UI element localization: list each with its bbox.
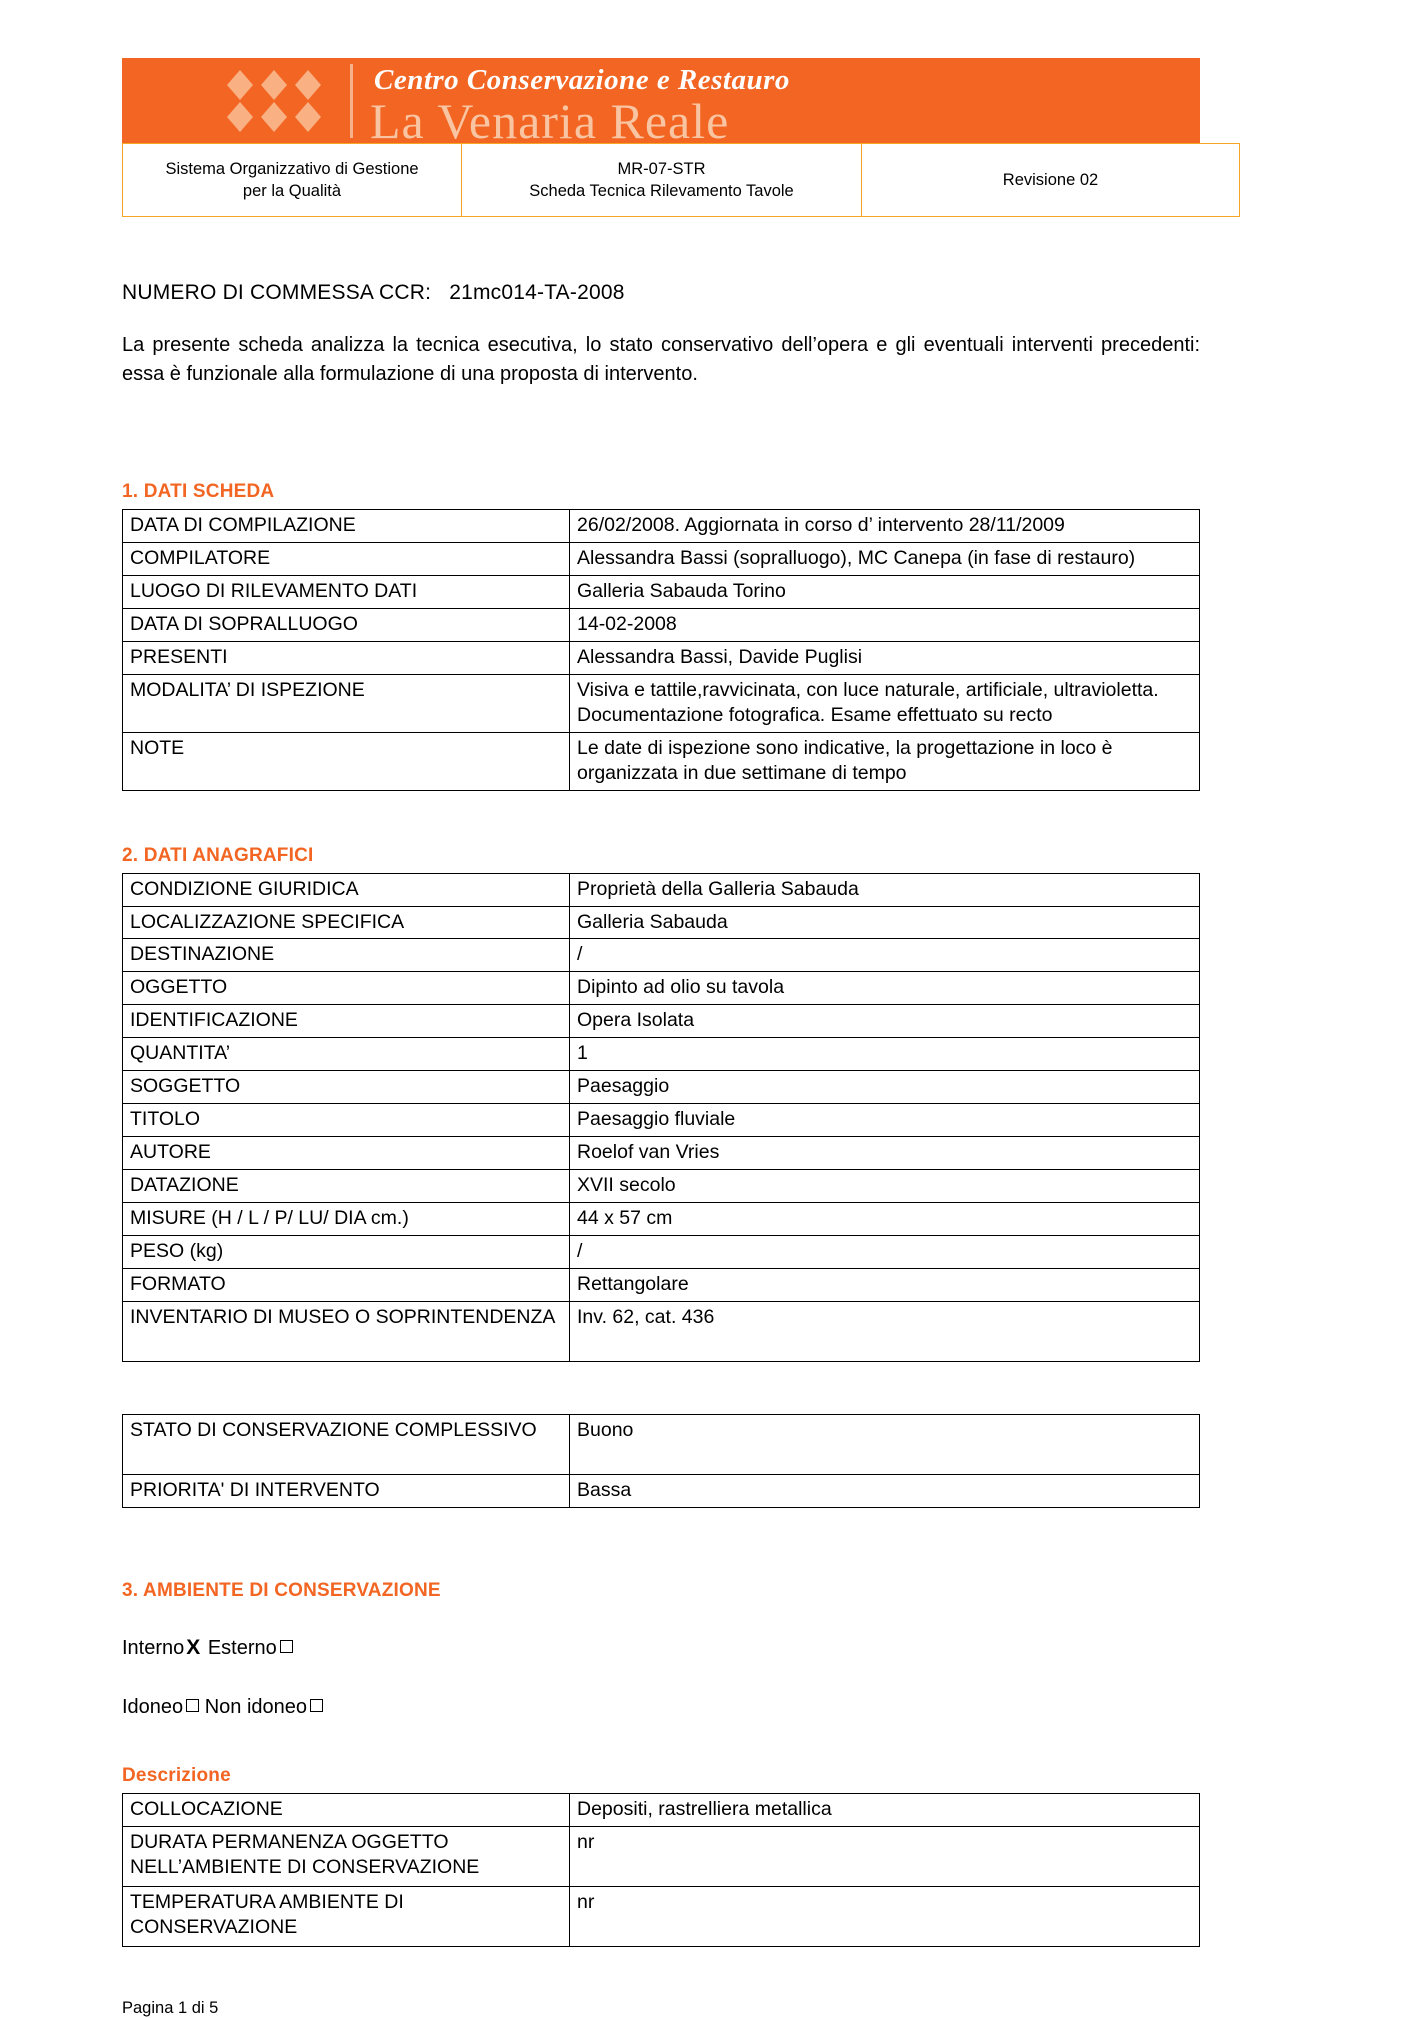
table-row bbox=[123, 1071, 1200, 1104]
table-row bbox=[123, 1269, 1200, 1302]
row-value: Proprietà della Galleria Sabauda bbox=[570, 873, 1200, 906]
header-cell-revision: Revisione 02 bbox=[862, 144, 1240, 217]
intro-paragraph: La presente scheda analizza la tecnica esecutiva, lo stato conservativo dell’opera e gli eventuali interventi precedenti: essa è funzionale alla formulazione di una proposta di intervento. bbox=[122, 334, 1200, 385]
row-value: Bassa bbox=[570, 1474, 1200, 1507]
row-label: PRIORITA' DI INTERVENTO bbox=[123, 1474, 570, 1507]
table-row bbox=[123, 906, 1200, 939]
row-label: TITOLO bbox=[123, 1104, 570, 1137]
row-label: LOCALIZZAZIONE SPECIFICA bbox=[123, 906, 570, 939]
row-label: CONDIZIONE GIURIDICA bbox=[123, 873, 570, 906]
row-value: Roelof van Vries bbox=[570, 1137, 1200, 1170]
table-row bbox=[123, 1793, 1200, 1826]
row-label: AUTORE bbox=[123, 1137, 570, 1170]
row-label: NOTE bbox=[123, 732, 570, 790]
row-value: Alessandra Bassi, Davide Puglisi bbox=[570, 641, 1200, 674]
row-label: DURATA PERMANENZA OGGETTO NELL’AMBIENTE DI CONSERVAZIONE bbox=[123, 1826, 570, 1886]
row-value: nr bbox=[570, 1826, 1200, 1886]
interno-label: Interno bbox=[122, 1636, 185, 1659]
row-value: Galleria Sabauda bbox=[570, 906, 1200, 939]
row-label: INVENTARIO DI MUSEO O SOPRINTENDENZA bbox=[123, 1301, 570, 1361]
table-row bbox=[123, 1236, 1200, 1269]
section-heading-dati-scheda: 1. DATI SCHEDA bbox=[122, 481, 275, 502]
table-row bbox=[123, 144, 1240, 217]
table-row bbox=[123, 1203, 1200, 1236]
table-row bbox=[123, 1137, 1200, 1170]
table-row bbox=[123, 1038, 1200, 1071]
row-label: QUANTITA’ bbox=[123, 1038, 570, 1071]
table-row bbox=[123, 873, 1200, 906]
row-label: SOGGETTO bbox=[123, 1071, 570, 1104]
non-idoneo-label: Non idoneo bbox=[204, 1695, 308, 1718]
row-label: FORMATO bbox=[123, 1269, 570, 1302]
row-value: 14-02-2008 bbox=[570, 608, 1200, 641]
table-row bbox=[123, 972, 1200, 1005]
table-row bbox=[123, 575, 1200, 608]
table-row bbox=[123, 1414, 1200, 1474]
row-value: Depositi, rastrelliera metallica bbox=[570, 1793, 1200, 1826]
table-row bbox=[123, 1104, 1200, 1137]
table-row bbox=[123, 510, 1200, 543]
row-label: MISURE (H / L / P/ LU/ DIA cm.) bbox=[123, 1203, 570, 1236]
table-row bbox=[123, 641, 1200, 674]
interno-checkmark[interactable]: X bbox=[186, 1635, 201, 1659]
header-cell-doccode: MR-07-STR Scheda Tecnica Rilevamento Tavole bbox=[462, 144, 862, 217]
row-label: LUOGO DI RILEVAMENTO DATI bbox=[123, 575, 570, 608]
table-row bbox=[123, 1170, 1200, 1203]
row-label: MODALITA’ DI ISPEZIONE bbox=[123, 674, 570, 732]
table-row bbox=[123, 939, 1200, 972]
row-label: PESO (kg) bbox=[123, 1236, 570, 1269]
row-value: Paesaggio fluviale bbox=[570, 1104, 1200, 1137]
row-value: Buono bbox=[570, 1414, 1200, 1474]
table-row bbox=[123, 732, 1200, 790]
row-value: Alessandra Bassi (sopralluogo), MC Canepa (in fase di restauro) bbox=[570, 542, 1200, 575]
header-cell-system: Sistema Organizzativo di Gestione per la Qualità bbox=[123, 144, 462, 217]
row-value: Visiva e tattile,ravvicinata, con luce naturale, artificiale, ultravioletta. Documentazione fotografica. Esame effettuato su recto bbox=[570, 674, 1200, 732]
row-label: COLLOCAZIONE bbox=[123, 1793, 570, 1826]
row-value: 1 bbox=[570, 1038, 1200, 1071]
table-row bbox=[123, 1301, 1200, 1361]
banner-divider bbox=[350, 64, 353, 138]
page-content bbox=[122, 58, 1200, 2018]
idoneo-label: Idoneo bbox=[122, 1695, 184, 1718]
brand-banner bbox=[122, 58, 1200, 149]
dati-anagrafici-table bbox=[122, 873, 1200, 1362]
row-value: Le date di ispezione sono indicative, la progettazione in loco è organizzata in due settimane di tempo bbox=[570, 732, 1200, 790]
row-value: Paesaggio bbox=[570, 1071, 1200, 1104]
row-label: OGGETTO bbox=[123, 972, 570, 1005]
ambiente-idoneo-line bbox=[122, 1696, 1200, 1719]
row-value: nr bbox=[570, 1886, 1200, 1946]
row-value: Galleria Sabauda Torino bbox=[570, 575, 1200, 608]
diamond-pattern-icon bbox=[222, 68, 332, 134]
row-label: COMPILATORE bbox=[123, 542, 570, 575]
row-value: 44 x 57 cm bbox=[570, 1203, 1200, 1236]
table-row bbox=[123, 1005, 1200, 1038]
row-value: Dipinto ad olio su tavola bbox=[570, 972, 1200, 1005]
banner-title-line1: Centro Conservazione e Restauro bbox=[374, 64, 790, 96]
row-label: IDENTIFICAZIONE bbox=[123, 1005, 570, 1038]
esterno-label: Esterno bbox=[207, 1636, 277, 1659]
section-heading-descrizione: Descrizione bbox=[122, 1764, 231, 1786]
esterno-checkbox[interactable] bbox=[280, 1640, 293, 1653]
document-header-table bbox=[122, 143, 1240, 217]
row-label: PRESENTI bbox=[123, 641, 570, 674]
commessa-number: NUMERO DI COMMESSA CCR: 21mc014-TA-2008 bbox=[122, 281, 625, 304]
table-row bbox=[123, 1886, 1200, 1946]
ambiente-interno-esterno-line bbox=[122, 1636, 1200, 1660]
non-idoneo-checkbox[interactable] bbox=[310, 1699, 323, 1712]
row-label: DESTINAZIONE bbox=[123, 939, 570, 972]
idoneo-checkbox[interactable] bbox=[186, 1699, 199, 1712]
row-value: / bbox=[570, 939, 1200, 972]
row-label: DATA DI COMPILAZIONE bbox=[123, 510, 570, 543]
stato-conservazione-table bbox=[122, 1414, 1200, 1508]
section-heading-dati-anagrafici: 2. DATI ANAGRAFICI bbox=[122, 844, 314, 866]
row-value: Opera Isolata bbox=[570, 1005, 1200, 1038]
row-value: Rettangolare bbox=[570, 1269, 1200, 1302]
banner-title-line2: La Venaria Reale bbox=[370, 93, 730, 149]
section-heading-ambiente: 3. AMBIENTE DI CONSERVAZIONE bbox=[122, 1579, 441, 1601]
row-value: XVII secolo bbox=[570, 1170, 1200, 1203]
page-footer: Pagina 1 di 5 bbox=[122, 1998, 219, 2017]
row-label: TEMPERATURA AMBIENTE DI CONSERVAZIONE bbox=[123, 1886, 570, 1946]
table-spacer bbox=[122, 1362, 1200, 1414]
row-value: Inv. 62, cat. 436 bbox=[570, 1301, 1200, 1361]
descrizione-table bbox=[122, 1793, 1200, 1947]
row-label: STATO DI CONSERVAZIONE COMPLESSIVO bbox=[123, 1414, 570, 1474]
row-label: DATA DI SOPRALLUOGO bbox=[123, 608, 570, 641]
table-row bbox=[123, 674, 1200, 732]
row-label: DATAZIONE bbox=[123, 1170, 570, 1203]
table-row bbox=[123, 1474, 1200, 1507]
table-row bbox=[123, 542, 1200, 575]
row-value: / bbox=[570, 1236, 1200, 1269]
dati-scheda-table bbox=[122, 509, 1200, 791]
table-row bbox=[123, 1826, 1200, 1886]
table-row bbox=[123, 608, 1200, 641]
row-value: 26/02/2008. Aggiornata in corso d’ intervento 28/11/2009 bbox=[570, 510, 1200, 543]
